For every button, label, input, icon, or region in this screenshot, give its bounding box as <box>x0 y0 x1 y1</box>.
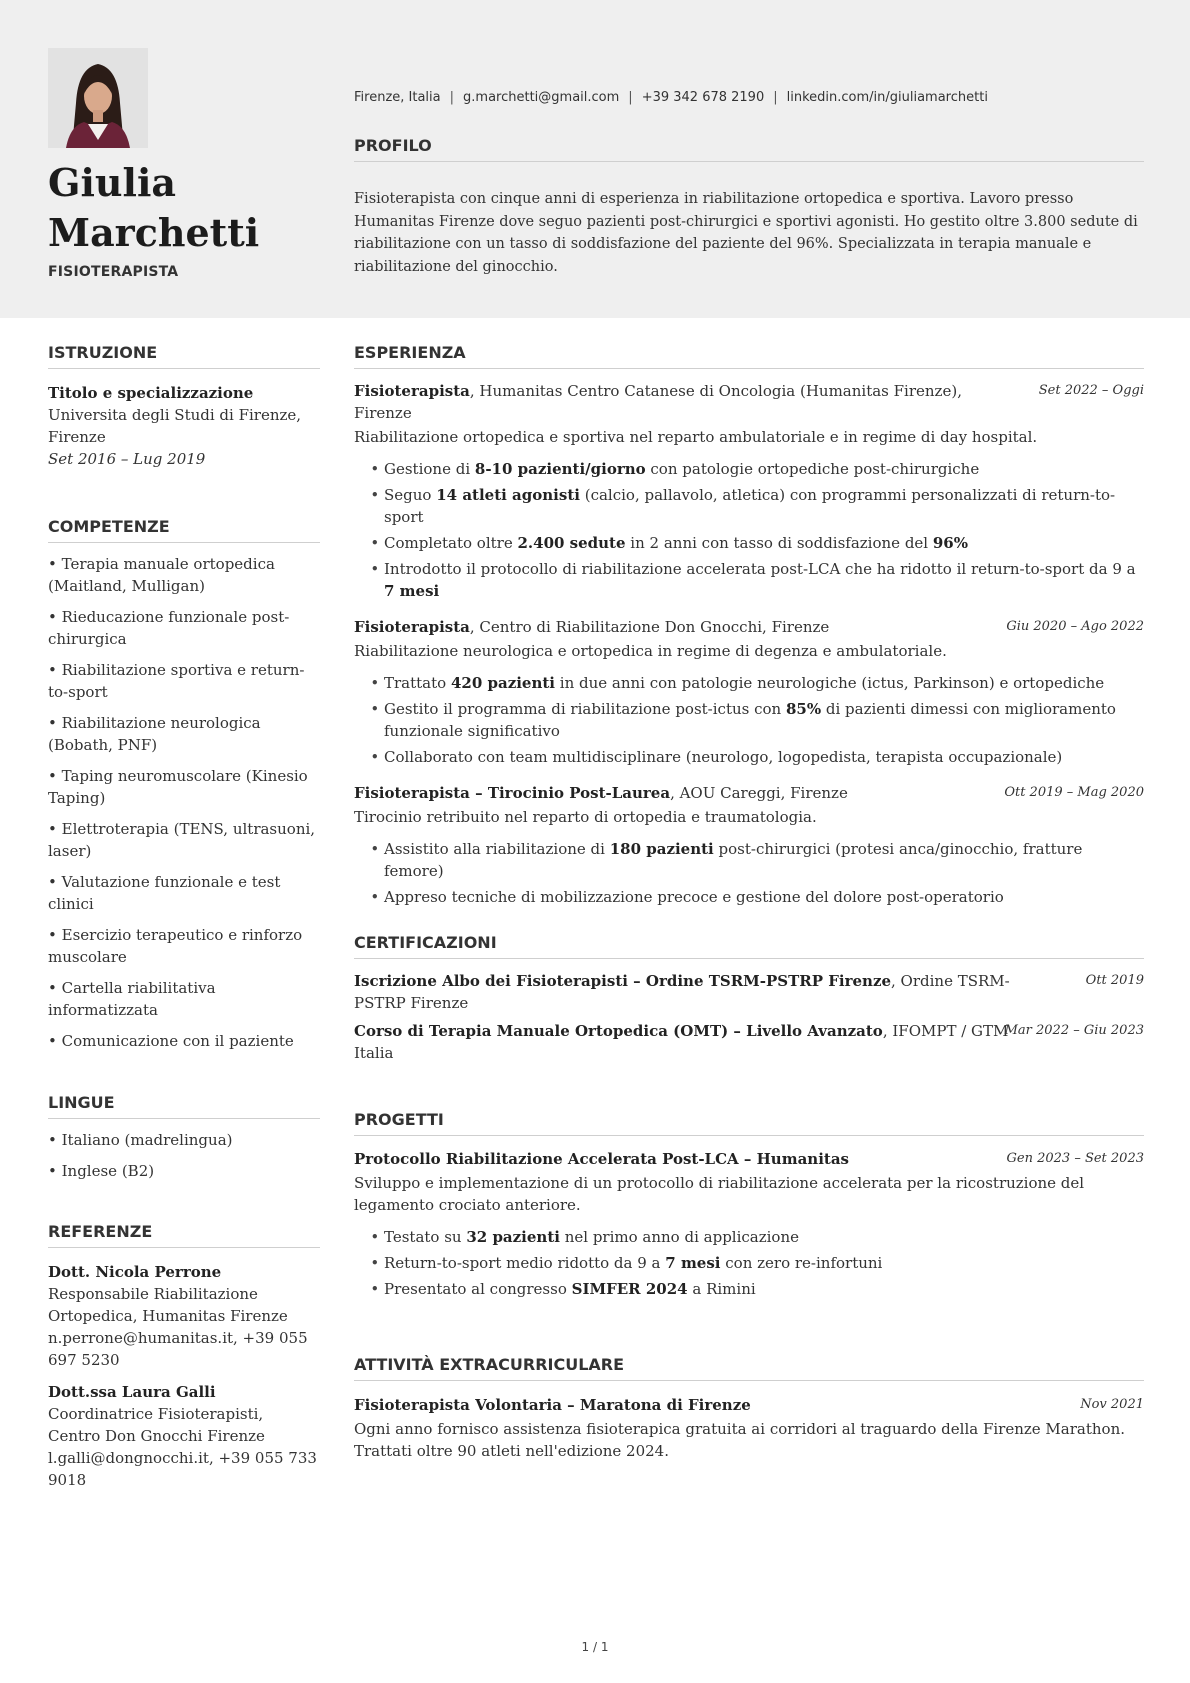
certification-title: Iscrizione Albo dei Fisioterapisti – Ordine TSRM-PSTRP Firenze <box>354 972 892 990</box>
experience-date: Set 2022 – Oggi <box>1038 383 1144 398</box>
reference-name: Dott.ssa Laura Galli <box>48 1383 216 1401</box>
bullet-item <box>384 558 1144 602</box>
bullet-item <box>384 532 1144 554</box>
experience-description: Riabilitazione ortopedica e sportiva nel reparto ambulatoriale e in regime di day hospital. <box>354 428 1038 446</box>
education-school: Universita degli Studi di Firenze, Firenze <box>48 406 302 446</box>
bullet-highlight: 85% <box>785 700 822 718</box>
person-portrait-icon <box>48 48 148 148</box>
certification-org: , Ordine TSRM-PSTRP Firenze <box>354 972 1010 1012</box>
experience-item <box>354 616 1144 768</box>
reference-item <box>48 1261 320 1371</box>
language-item: • Inglese (B2) <box>48 1162 155 1180</box>
experience-bullets <box>354 838 1144 908</box>
job-title: FISIOTERAPISTA <box>48 264 179 280</box>
reference-contact: l.galli@dongnocchi.it, +39 055 733 9018 <box>48 1449 317 1489</box>
bullet-text: con zero re-infortuni <box>720 1254 883 1272</box>
bullet-text: a Rimini <box>687 1280 756 1298</box>
project-bullets <box>354 1226 1144 1300</box>
bullet-text: in 2 anni con tasso di soddisfazione del <box>625 534 933 552</box>
bullet-text: Appreso tecniche di mobilizzazione precoce e gestione del dolore post-operatorio <box>384 888 1004 906</box>
bullet-text: Gestione di <box>384 460 475 478</box>
extracurricular-heading: ATTIVITÀ EXTRACURRICULARE <box>354 1355 1144 1381</box>
page-number: 1 / 1 <box>581 1640 609 1654</box>
contact-linkedin[interactable]: linkedin.com/in/giuliamarchetti <box>786 90 988 105</box>
candidate-name <box>48 158 328 258</box>
bullet-text: in due anni con patologie neurologiche (ictus, Parkinson) e ortopediche <box>555 674 1105 692</box>
certifications-heading: CERTIFICAZIONI <box>354 933 1144 959</box>
certifications-list <box>354 970 1144 1064</box>
bullet-item <box>384 838 1144 882</box>
experience-bullets <box>354 672 1144 768</box>
bullet-item <box>384 746 1144 768</box>
extracurricular-description: Ogni anno fornisco assistenza fisioterapica gratuita ai corridori al traguardo della Firenze Marathon. Trattati oltre 90 atleti nell'edizione 2024. <box>354 1420 1125 1460</box>
certification-org: , IFOMPT / GTM Italia <box>354 1022 1009 1062</box>
experience-header <box>354 380 1144 424</box>
contact-phone[interactable]: +39 342 678 2190 <box>641 90 765 105</box>
bullet-text: con patologie ortopediche post-chirurgiche <box>645 460 980 478</box>
experience-org: , Centro di Riabilitazione Don Gnocchi, Firenze <box>469 618 830 636</box>
extracurricular-item <box>354 1394 1144 1462</box>
bullet-text: Trattato <box>384 674 451 692</box>
experience-bullets <box>354 458 1144 602</box>
profile-heading: PROFILO <box>354 136 1144 162</box>
education-dates: Set 2016 – Lug 2019 <box>48 450 206 468</box>
skill-item: • Taping neuromuscolare (Kinesio Taping) <box>48 767 308 807</box>
bullet-text: Presentato al congresso <box>384 1280 572 1298</box>
certification-date: Mar 2022 – Giu 2023 <box>1004 1023 1144 1038</box>
project-header <box>354 1148 1144 1170</box>
reference-item <box>48 1381 320 1491</box>
certification-item <box>354 1020 1144 1064</box>
experience-org: , AOU Careggi, Firenze <box>670 784 848 802</box>
experience-date: Giu 2020 – Ago 2022 <box>1006 619 1144 634</box>
contact-separator: | <box>628 90 633 105</box>
reference-contact: n.perrone@humanitas.it, +39 055 697 5230 <box>48 1329 308 1369</box>
name-first: Giulia <box>48 160 177 205</box>
project-item <box>354 1148 1144 1304</box>
contact-separator: | <box>773 90 778 105</box>
experience-org: , Humanitas Centro Catanese di Oncologia (Humanitas Firenze), Firenze <box>354 382 962 422</box>
bullet-item <box>384 1278 1144 1300</box>
skill-item: • Cartella riabilitativa informatizzata <box>48 979 216 1019</box>
bullet-item <box>384 698 1144 742</box>
certification-date: Ott 2019 <box>1085 973 1144 988</box>
project-description: Sviluppo e implementazione di un protocollo di riabilitazione accelerata per la ricostruzione del legamento crociato anteriore. <box>354 1174 1085 1214</box>
languages-section <box>48 1129 320 1191</box>
bullet-highlight: SIMFER 2024 <box>571 1280 688 1298</box>
experience-role: Fisioterapista <box>354 382 470 400</box>
skill-item: • Rieducazione funzionale post-chirurgica <box>48 608 290 648</box>
bullet-highlight: 180 pazienti <box>609 840 714 858</box>
bullet-item <box>384 484 1144 528</box>
project-title: Protocollo Riabilitazione Accelerata Post-LCA – Humanitas <box>354 1150 849 1168</box>
reference-role: Responsabile Riabilitazione Ortopedica, Humanitas Firenze <box>48 1285 288 1325</box>
experience-role: Fisioterapista – Tirocinio Post-Laurea <box>354 784 671 802</box>
bullet-text: Return-to-sport medio ridotto da 9 a <box>384 1254 666 1272</box>
experience-description: Riabilitazione neurologica e ortopedica in regime di degenza e ambulatoriale. <box>354 642 947 660</box>
bullet-item <box>384 1252 1144 1274</box>
experience-description: Tirocinio retribuito nel reparto di ortopedia e traumatologia. <box>354 808 817 826</box>
education-degree: Titolo e specializzazione <box>48 384 254 402</box>
bullet-text: Gestito il programma di riabilitazione post-ictus con <box>384 700 786 718</box>
bullet-highlight: 96% <box>932 534 969 552</box>
languages-list <box>48 1129 320 1182</box>
certification-item <box>354 970 1144 1014</box>
skill-item: • Terapia manuale ortopedica (Maitland, Mulligan) <box>48 555 275 595</box>
bullet-text: Completato oltre <box>384 534 518 552</box>
skills-heading: COMPETENZE <box>48 517 320 543</box>
extracurricular-title: Fisioterapista Volontaria – Maratona di Firenze <box>354 1396 751 1414</box>
bullet-item <box>384 1226 1144 1248</box>
projects-heading: PROGETTI <box>354 1110 1144 1136</box>
reference-name: Dott. Nicola Perrone <box>48 1263 222 1281</box>
language-item: • Italiano (madrelingua) <box>48 1131 233 1149</box>
profile-photo <box>48 48 148 148</box>
bullet-text: Assistito alla riabilitazione di <box>384 840 610 858</box>
project-date: Gen 2023 – Set 2023 <box>1006 1151 1144 1166</box>
experience-header <box>354 616 1144 638</box>
references-section <box>48 1261 320 1501</box>
skills-section <box>48 553 320 1061</box>
references-heading: REFERENZE <box>48 1222 320 1248</box>
skill-item: • Esercizio terapeutico e rinforzo muscolare <box>48 926 303 966</box>
bullet-text: Seguo <box>384 486 437 504</box>
bullet-highlight: 2.400 sedute <box>517 534 626 552</box>
profile-text: Fisioterapista con cinque anni di esperienza in riabilitazione ortopedica e sportiva. Lavoro presso Humanitas Firenze dove seguo pazienti post-chirurgici e sportivi agonisti. Ho gestito oltre 3.800 sedute di riabilitazione con un tasso di soddisfazione del paziente del 96%. Specializzata in terapia manuale e riabilitazione del ginocchio. <box>354 191 1138 275</box>
contact-email[interactable]: g.marchetti@gmail.com <box>463 90 620 105</box>
bullet-highlight: 420 pazienti <box>450 674 555 692</box>
experience-item <box>354 782 1144 908</box>
skill-item: • Riabilitazione sportiva e return-to-sport <box>48 661 305 701</box>
experience-item <box>354 380 1144 602</box>
contact-separator: | <box>449 90 455 105</box>
skill-item: • Valutazione funzionale e test clinici <box>48 873 281 913</box>
skill-item: • Riabilitazione neurologica (Bobath, PNF) <box>48 714 261 754</box>
bullet-text: Testato su <box>384 1228 467 1246</box>
extracurricular-date: Nov 2021 <box>1080 1397 1144 1412</box>
bullet-highlight: 14 atleti agonisti <box>436 486 580 504</box>
bullet-item <box>384 886 1144 908</box>
education-heading: ISTRUZIONE <box>48 343 320 369</box>
bullet-item <box>384 672 1144 694</box>
extracurricular-header <box>354 1394 1144 1416</box>
bullet-highlight: 7 mesi <box>384 582 440 600</box>
name-last: Marchetti <box>48 210 260 255</box>
reference-role: Coordinatrice Fisioterapisti, Centro Don Gnocchi Firenze <box>48 1405 265 1445</box>
experience-date: Ott 2019 – Mag 2020 <box>1004 785 1144 800</box>
bullet-item <box>384 458 1144 480</box>
contact-line <box>354 90 1144 105</box>
bullet-text: (calcio, pallavolo, atletica) con programmi personalizzati di return-to-sport <box>384 486 1116 526</box>
skill-item: • Comunicazione con il paziente <box>48 1032 294 1050</box>
experience-list <box>354 380 1144 922</box>
education-section <box>48 382 320 470</box>
bullet-text: Introdotto il protocollo di riabilitazione accelerata post-LCA che ha ridotto il return-to-sport da 9 a <box>384 560 1136 578</box>
bullet-text: nel primo anno di applicazione <box>559 1228 800 1246</box>
skill-item: • Elettroterapia (TENS, ultrasuoni, laser) <box>48 820 316 860</box>
bullet-text: Collaborato con team multidisciplinare (neurologo, logopedista, terapista occupazionale) <box>384 748 1063 766</box>
languages-heading: LINGUE <box>48 1093 320 1119</box>
bullet-highlight: 32 pazienti <box>466 1228 560 1246</box>
certification-title: Corso di Terapia Manuale Ortopedica (OMT) – Livello Avanzato <box>354 1022 883 1040</box>
skills-list <box>48 553 320 1052</box>
bullet-text: di pazienti dimessi con miglioramento funzionale significativo <box>384 700 1116 740</box>
contact-location: Firenze, Italia <box>354 90 441 105</box>
experience-role: Fisioterapista <box>354 618 470 636</box>
experience-header <box>354 782 1144 804</box>
experience-heading: ESPERIENZA <box>354 343 1144 369</box>
bullet-text: post-chirurgici (protesi anca/ginocchio, fratture femore) <box>384 840 1083 880</box>
bullet-highlight: 7 mesi <box>665 1254 721 1272</box>
bullet-highlight: 8-10 pazienti/giorno <box>474 460 646 478</box>
